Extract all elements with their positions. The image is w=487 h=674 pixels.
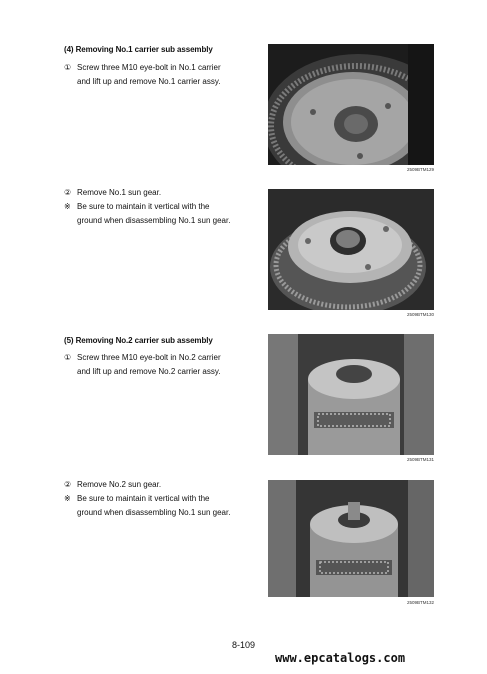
photo-carrier-2-removal xyxy=(268,334,434,455)
step-marker: ② xyxy=(64,480,72,489)
section-5-heading: (5) Removing No.2 carrier sub assembly xyxy=(64,336,213,345)
step-text-line: and lift up and remove No.2 carrier assy. xyxy=(77,367,221,376)
photo-caption: 2509BTM130 xyxy=(406,312,434,317)
photo-caption: 2509BTM132 xyxy=(406,600,434,605)
section-5-step-1 xyxy=(64,351,221,379)
section-5-step-2 xyxy=(64,478,230,520)
section-4-step-1 xyxy=(64,61,221,89)
note-text-line: ground when disassembling No.1 sun gear. xyxy=(77,508,231,517)
step-text-line: and lift up and remove No.1 carrier assy. xyxy=(77,77,221,86)
section-4-step-2 xyxy=(64,186,230,228)
step-marker: ① xyxy=(64,63,72,72)
note-marker: ※ xyxy=(64,494,71,503)
photo-sun-gear-1-removal xyxy=(268,189,434,310)
note-text-line: Be sure to maintain it vertical with the xyxy=(77,202,210,211)
photo-caption: 2509BTM131 xyxy=(406,457,434,462)
step-text-line: Screw three M10 eye-bolt in No.2 carrier xyxy=(77,353,221,362)
section-4-heading: (4) Removing No.1 carrier sub assembly xyxy=(64,45,213,54)
photo-caption: 2509BTM129 xyxy=(406,167,434,172)
note-text-line: Be sure to maintain it vertical with the xyxy=(77,494,210,503)
watermark: www.epcatalogs.com xyxy=(275,651,406,665)
photo-sun-gear-2-removal xyxy=(268,480,434,597)
photo-carrier-1-removal xyxy=(268,44,434,165)
note-marker: ※ xyxy=(64,202,71,211)
step-text-line: Remove No.1 sun gear. xyxy=(77,188,162,197)
step-text-line: Remove No.2 sun gear. xyxy=(77,480,162,489)
step-marker: ① xyxy=(64,353,72,362)
page-number: 8-109 xyxy=(232,640,256,650)
step-text-line: Screw three M10 eye-bolt in No.1 carrier xyxy=(77,63,221,72)
step-marker: ② xyxy=(64,188,72,197)
note-text-line: ground when disassembling No.1 sun gear. xyxy=(77,216,231,225)
